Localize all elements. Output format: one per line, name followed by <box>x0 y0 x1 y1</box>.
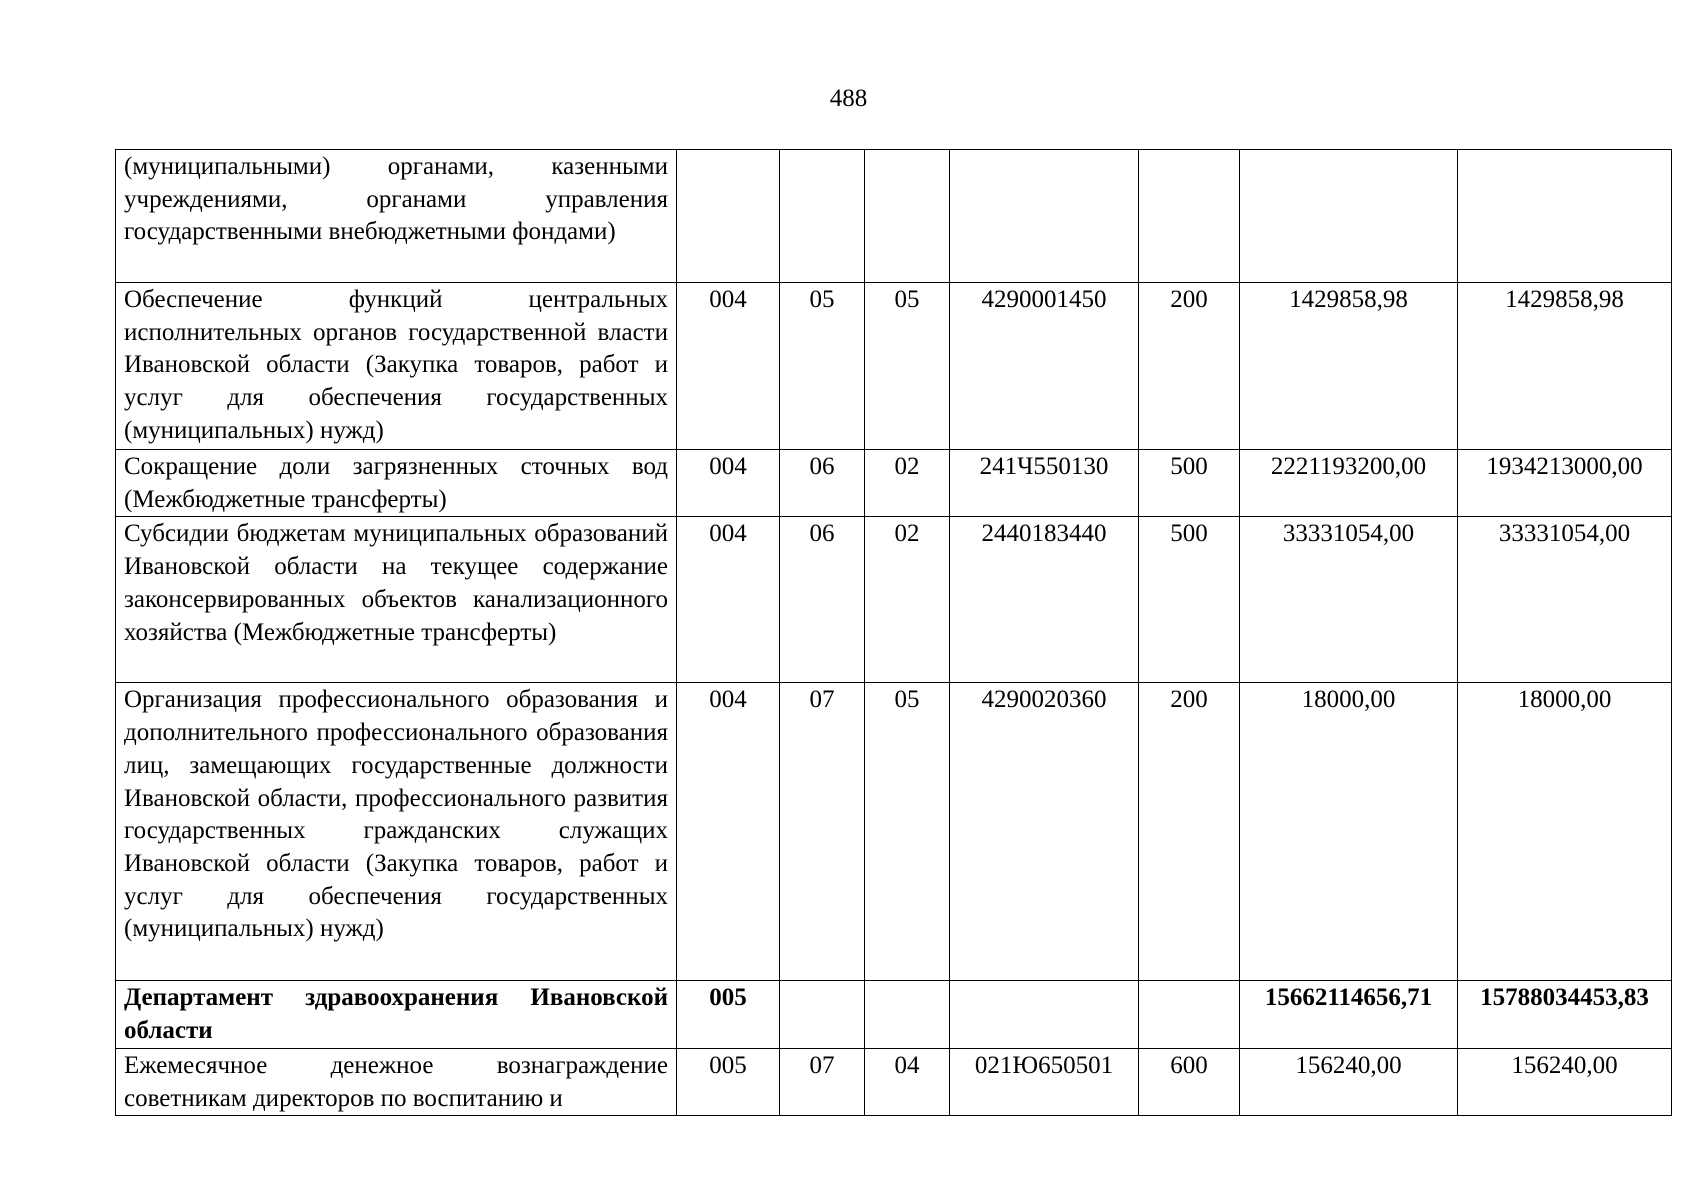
section-code: 07 <box>780 683 865 981</box>
amount-second-year: 33331054,00 <box>1458 517 1672 683</box>
subsection-code: 02 <box>865 450 950 517</box>
section-code: 07 <box>780 1048 865 1115</box>
amount-second-year <box>1458 150 1672 283</box>
amount-first-year: 18000,00 <box>1240 683 1458 981</box>
ministry-code <box>677 150 780 283</box>
amount-first-year: 15662114656,71 <box>1240 981 1458 1048</box>
section-code: 05 <box>780 283 865 450</box>
section-code <box>780 150 865 283</box>
amount-first-year: 156240,00 <box>1240 1048 1458 1115</box>
section-code <box>780 981 865 1048</box>
amount-first-year: 33331054,00 <box>1240 517 1458 683</box>
expense-type-code: 200 <box>1139 683 1240 981</box>
budget-table <box>115 149 1672 1116</box>
subsection-code: 05 <box>865 283 950 450</box>
target-article-code: 2440183440 <box>950 517 1139 683</box>
subsection-code <box>865 150 950 283</box>
expense-type-code: 600 <box>1139 1048 1240 1115</box>
subsection-code <box>865 981 950 1048</box>
ministry-code: 004 <box>677 517 780 683</box>
target-article-code: 241Ч550130 <box>950 450 1139 517</box>
ministry-code: 004 <box>677 683 780 981</box>
amount-first-year: 2221193200,00 <box>1240 450 1458 517</box>
subsection-code: 04 <box>865 1048 950 1115</box>
expense-type-code: 500 <box>1139 517 1240 683</box>
table-row <box>116 1048 1672 1115</box>
page-number: 488 <box>829 85 868 112</box>
target-article-code <box>950 150 1139 283</box>
table-row <box>116 150 1672 283</box>
expense-type-code <box>1139 150 1240 283</box>
table-row <box>116 283 1672 450</box>
amount-second-year: 1934213000,00 <box>1458 450 1672 517</box>
amount-second-year: 18000,00 <box>1458 683 1672 981</box>
row-description: Субсидии бюджетам муниципальных образований Ивановской области на текущее содержание законсервированных объектов канализационного хозяйства (Межбюджетные трансферты) <box>116 517 677 683</box>
table-row <box>116 517 1672 683</box>
amount-second-year: 1429858,98 <box>1458 283 1672 450</box>
amount-first-year <box>1240 150 1458 283</box>
row-description: Департамент здравоохранения Ивановской области <box>116 981 677 1048</box>
row-description: Организация профессионального образования и дополнительного профессионального образования лиц, замещающих государственные должности Ивановской области, профессионального развития государственных гражданских служащих Ивановской области (Закупка товаров, работ и услуг для обеспечения государственных (муниципальных) нужд) <box>116 683 677 981</box>
section-code: 06 <box>780 517 865 683</box>
amount-second-year: 15788034453,83 <box>1458 981 1672 1048</box>
table-row <box>116 683 1672 981</box>
section-code: 06 <box>780 450 865 517</box>
row-description: Ежемесячное денежное вознаграждение советникам директоров по воспитанию и <box>116 1048 677 1115</box>
subsection-code: 05 <box>865 683 950 981</box>
ministry-code: 004 <box>677 283 780 450</box>
target-article-code: 4290020360 <box>950 683 1139 981</box>
expense-type-code: 200 <box>1139 283 1240 450</box>
target-article-code <box>950 981 1139 1048</box>
row-description: Сокращение доли загрязненных сточных вод (Межбюджетные трансферты) <box>116 450 677 517</box>
row-description: (муниципальными) органами, казенными учреждениями, органами управления государственными внебюджетными фондами) <box>116 150 677 283</box>
ministry-code: 004 <box>677 450 780 517</box>
subsection-code: 02 <box>865 517 950 683</box>
target-article-code: 4290001450 <box>950 283 1139 450</box>
table-row <box>116 450 1672 517</box>
amount-first-year: 1429858,98 <box>1240 283 1458 450</box>
target-article-code: 021Ю650501 <box>950 1048 1139 1115</box>
expense-type-code <box>1139 981 1240 1048</box>
ministry-code: 005 <box>677 981 780 1048</box>
table-row <box>116 981 1672 1048</box>
expense-type-code: 500 <box>1139 450 1240 517</box>
ministry-code: 005 <box>677 1048 780 1115</box>
amount-second-year: 156240,00 <box>1458 1048 1672 1115</box>
row-description: Обеспечение функций центральных исполнительных органов государственной власти Ивановской области (Закупка товаров, работ и услуг для обеспечения государственных (муниципальных) нужд) <box>116 283 677 450</box>
